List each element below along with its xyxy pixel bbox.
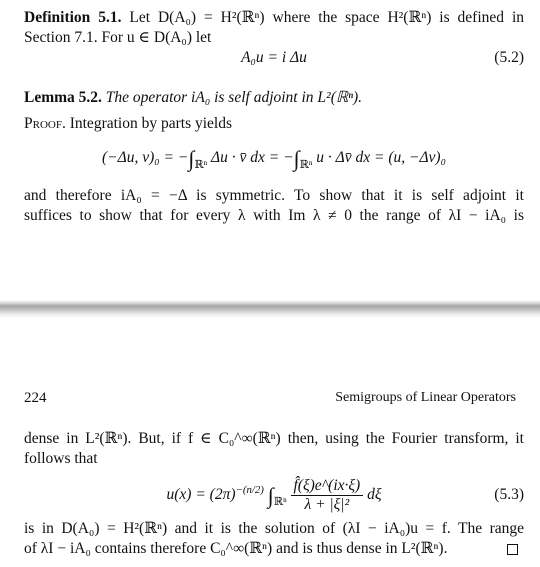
qed-square-icon xyxy=(507,544,518,555)
integral-domain: ℝⁿ xyxy=(273,496,287,508)
definition-line-1 xyxy=(24,8,524,28)
integral-domain: ℝⁿ xyxy=(299,159,313,171)
continuation-line-4-text: of λI − iA₀ contains therefore C₀^∞(ℝⁿ) and is thus dense in L²(ℝⁿ). xyxy=(24,540,448,557)
equation-5-2: A₀u = i Δu xyxy=(241,49,307,66)
running-title: Semigroups of Linear Operators xyxy=(335,390,516,405)
definition-line-2: Section 7.1. For u ∈ D(A₀) let xyxy=(24,29,212,46)
equation-left: (−Δu, v)₀ = − xyxy=(102,149,189,166)
fourier-lhs: u(x) = (2π) xyxy=(166,486,236,503)
fourier-fraction xyxy=(291,477,364,514)
integration-by-parts-equation xyxy=(24,148,524,169)
integral-sign: ∫ xyxy=(267,483,274,508)
page-divider xyxy=(0,300,540,318)
definition-equation xyxy=(24,48,524,68)
equation-mid: Δu · v̄ dx = − xyxy=(211,149,294,166)
fraction-numerator: f̂(ξ)e^(ix·ξ) xyxy=(291,477,364,496)
proof-intro-line xyxy=(24,114,524,134)
equation-number-5-2: (5.2) xyxy=(494,49,524,66)
continuation-line-3: is in D(A₀) = H²(ℝⁿ) and it is the solution of (λI − iA₀)u = f. The range xyxy=(24,520,524,537)
equation-number-5-3: (5.3) xyxy=(494,486,524,503)
lemma-line xyxy=(24,88,524,108)
proof-intro: Integration by parts yields xyxy=(69,115,232,132)
fourier-equation xyxy=(24,474,524,516)
fourier-exponent: −(n/2) xyxy=(235,483,264,496)
definition-sentence: Let D(A₀) = H²(ℝⁿ) where the space H²(ℝⁿ) is defined in xyxy=(129,9,525,26)
lemma-label: Lemma 5.2. xyxy=(24,89,102,106)
proof-line-1: and therefore iA₀ = −Δ is symmetric. To show that it is self adjoint it xyxy=(24,187,524,204)
proof-label: Proof. xyxy=(24,115,66,132)
integral-sign: ∫ xyxy=(293,146,300,171)
continuation-line-1: dense in L²(ℝⁿ). But, if f ∈ C₀^∞(ℝⁿ) then, using the Fourier transform, it xyxy=(24,430,524,447)
bottom-page xyxy=(0,318,540,567)
page-number: 224 xyxy=(24,390,47,406)
integral-sign: ∫ xyxy=(188,146,195,171)
integral-domain: ℝⁿ xyxy=(194,159,208,171)
fraction-denominator: λ + |ξ|² xyxy=(304,495,350,513)
proof-line-2: suffices to show that for every λ with Im λ ≠ 0 the range of λI − iA₀ is xyxy=(24,207,524,224)
lemma-statement: The operator iA₀ is self adjoint in L²(ℝⁿ). xyxy=(105,89,363,106)
continuation-line-2: follows that xyxy=(24,450,98,467)
continuation-line-4 xyxy=(24,539,524,559)
definition-label: Definition 5.1. xyxy=(24,9,122,26)
fourier-tail: dξ xyxy=(367,486,382,503)
equation-right: u · Δv̄ dx = (u, −Δv)₀ xyxy=(316,149,446,166)
